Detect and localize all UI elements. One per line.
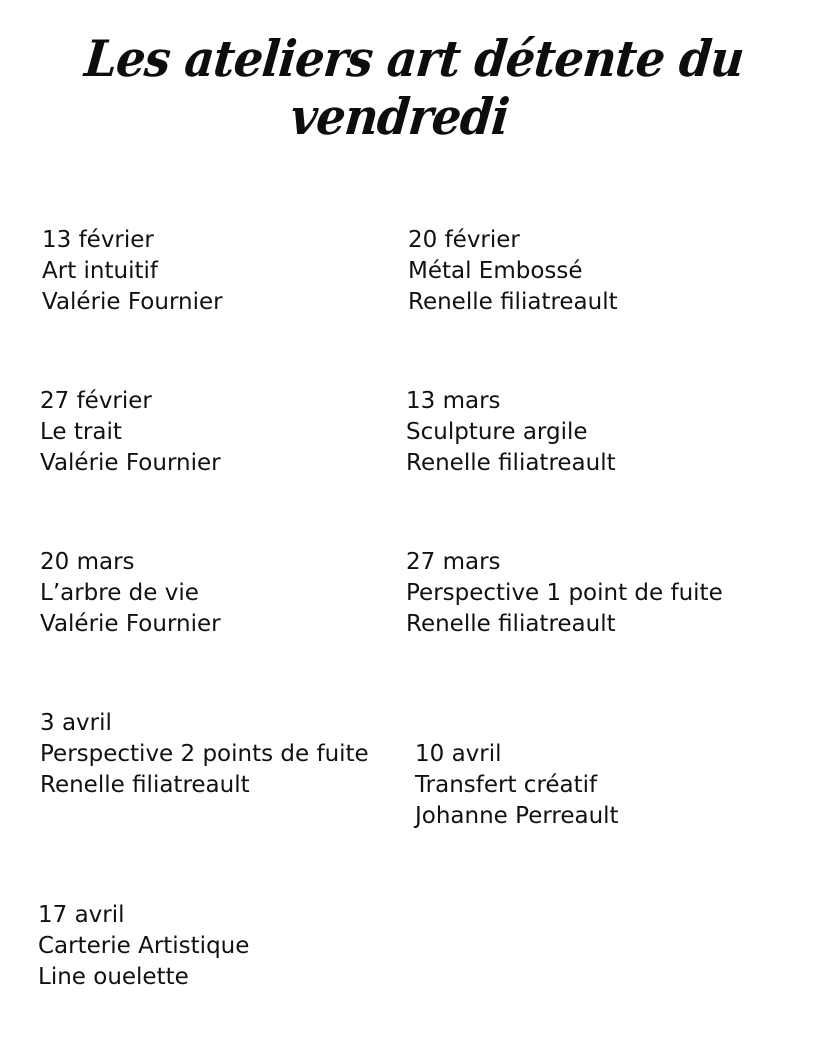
workshop-name: Métal Embossé xyxy=(408,258,583,284)
workshop-entry xyxy=(42,225,223,318)
workshop-entry xyxy=(406,386,616,479)
title-line-1: Les ateliers art détente du xyxy=(82,29,747,88)
workshop-date: 20 février xyxy=(408,227,520,253)
workshop-name: Carterie Artistique xyxy=(38,933,250,959)
workshop-name: Le trait xyxy=(40,419,122,445)
workshop-instructor: Johanne Perreault xyxy=(415,803,619,829)
workshop-name: Perspective 1 point de fuite xyxy=(406,580,723,606)
workshop-name: L’arbre de vie xyxy=(40,580,199,606)
workshop-name: Sculpture argile xyxy=(406,419,588,445)
workshop-instructor: Line ouelette xyxy=(38,964,189,990)
workshop-instructor: Renelle filiatreault xyxy=(408,289,618,315)
workshop-date: 27 février xyxy=(40,388,152,414)
workshop-date: 17 avril xyxy=(38,902,125,928)
workshop-date: 20 mars xyxy=(40,549,135,575)
workshop-date: 10 avril xyxy=(415,741,502,767)
title-line-2: vendredi xyxy=(288,87,512,146)
workshop-entry xyxy=(40,386,221,479)
workshop-instructor: Renelle filiatreault xyxy=(40,772,250,798)
workshop-entry xyxy=(40,708,370,801)
workshop-date: 3 avril xyxy=(40,710,112,736)
workshop-entry xyxy=(415,739,619,832)
workshop-instructor: Renelle filiatreault xyxy=(406,450,616,476)
workshop-name: Transfert créatif xyxy=(415,772,598,798)
workshop-instructor: Renelle filiatreault xyxy=(406,611,616,637)
workshop-date: 13 février xyxy=(42,227,154,253)
workshop-instructor: Valérie Fournier xyxy=(40,611,221,637)
workshop-name: Perspective 2 points de fuite xyxy=(40,741,369,767)
workshop-entry xyxy=(38,900,249,993)
page-title xyxy=(77,29,747,146)
workshop-date: 13 mars xyxy=(406,388,501,414)
workshop-instructor: Valérie Fournier xyxy=(42,289,223,315)
workshop-entry xyxy=(408,225,618,318)
workshop-entry xyxy=(406,547,723,640)
workshop-date: 27 mars xyxy=(406,549,501,575)
workshop-name: Art intuitif xyxy=(42,258,158,284)
workshop-entry xyxy=(40,547,221,640)
workshop-instructor: Valérie Fournier xyxy=(40,450,221,476)
